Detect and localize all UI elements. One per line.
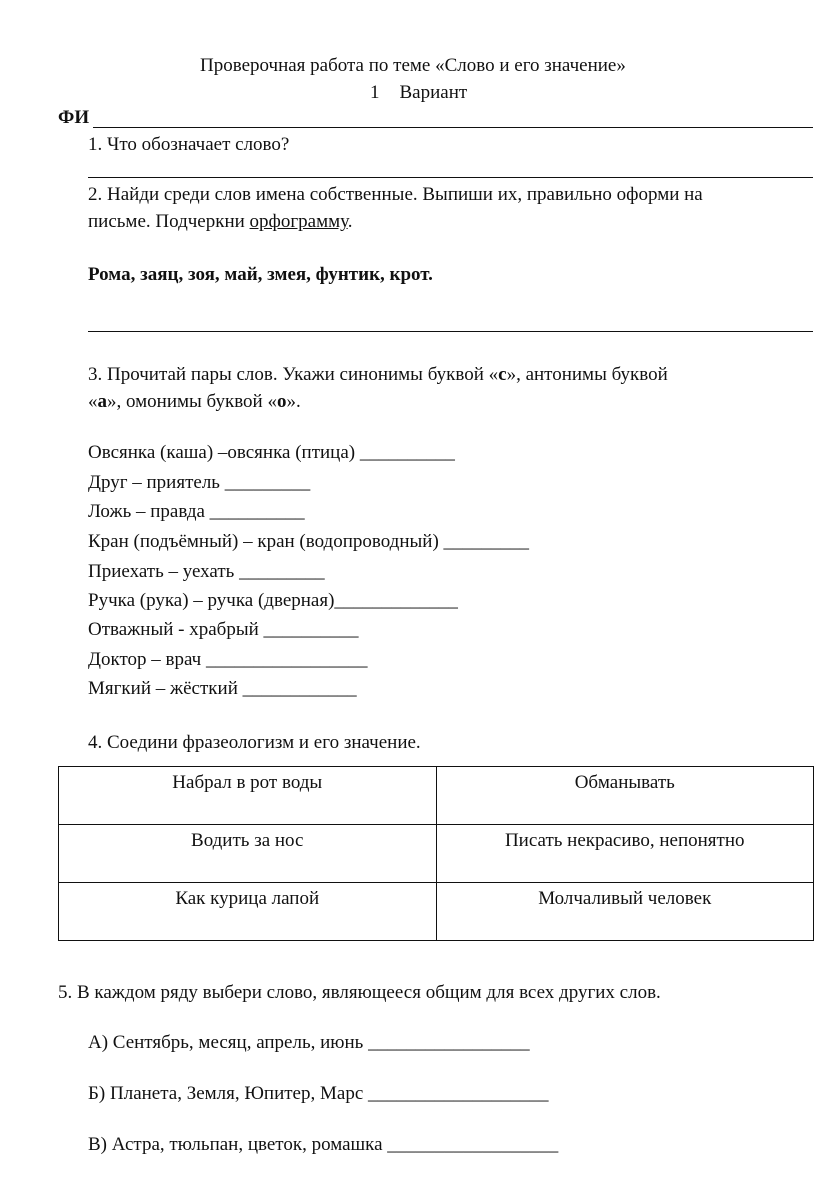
antonym-letter: а — [97, 391, 107, 412]
homonym-letter: о — [276, 391, 287, 412]
question-2-line-1: 2. Найди среди слов имена собственные. Выпиши их, правильно оформи на — [88, 184, 703, 205]
meaning-cell: Писать некрасиво, непонятно — [436, 825, 814, 883]
question-3-line-2 — [88, 392, 301, 411]
name-field-line — [93, 127, 813, 128]
answer-line-1 — [88, 177, 813, 178]
question-3-line-1 — [88, 365, 668, 384]
phraseology-table — [58, 766, 814, 941]
table-row — [59, 883, 814, 941]
question-4: 4. Соедини фразеологизм и его значение. — [88, 732, 421, 753]
word-pair: Ручка (рука) – ручка (дверная)_____________ — [88, 590, 458, 611]
phraseologism-cell: Как курица лапой — [59, 883, 437, 941]
word-pair: Овсянка (каша) –овсянка (птица) __________ — [88, 442, 455, 463]
q3-text: « — [88, 391, 98, 412]
category-row: В) Астра, тюльпан, цветок, ромашка __________________ — [88, 1134, 559, 1155]
underlined-term: орфограмму — [249, 211, 348, 232]
question-5: 5. В каждом ряду выбери слово, являющееся общим для всех других слов. — [58, 982, 661, 1003]
question-2-period: . — [347, 211, 353, 232]
word-pair: Ложь – правда __________ — [88, 501, 305, 522]
phraseologism-cell: Набрал в рот воды — [59, 767, 437, 825]
word-pair: Отважный - храбрый __________ — [88, 619, 359, 640]
word-pair: Мягкий – жёсткий ____________ — [88, 678, 357, 699]
variant-number: 1 — [370, 82, 380, 103]
worksheet-title: Проверочная работа по теме «Слово и его значение» — [200, 55, 626, 76]
q3-text: », антонимы буквой — [506, 364, 668, 385]
category-row: А) Сентябрь, месяц, апрель, июнь _________________ — [88, 1032, 530, 1053]
synonym-letter: с — [498, 364, 507, 385]
q3-text: », омонимы буквой « — [107, 391, 277, 412]
table-row — [59, 767, 814, 825]
q3-text: ». — [286, 391, 301, 412]
meaning-cell: Молчаливый человек — [436, 883, 814, 941]
category-row: Б) Планета, Земля, Юпитер, Марс ___________________ — [88, 1083, 549, 1104]
variant-label: Вариант — [399, 82, 468, 103]
question-1: 1. Что обозначает слово? — [88, 134, 290, 155]
question-2-text: письме. Подчеркни — [88, 211, 250, 232]
word-list: Рома, заяц, зоя, май, змея, фунтик, крот. — [88, 264, 433, 285]
table-row — [59, 825, 814, 883]
q3-text: 3. Прочитай пары слов. Укажи синонимы буквой « — [88, 364, 499, 385]
name-field-label: ФИ — [58, 107, 90, 128]
variant-line — [370, 83, 467, 102]
word-pair: Друг – приятель _________ — [88, 472, 311, 493]
word-pair: Доктор – врач _________________ — [88, 649, 368, 670]
question-2-line-2 — [88, 212, 352, 231]
word-pair: Приехать – уехать _________ — [88, 561, 325, 582]
meaning-cell: Обманывать — [436, 767, 814, 825]
answer-line-2 — [88, 331, 813, 332]
phraseologism-cell: Водить за нос — [59, 825, 437, 883]
word-pair: Кран (подъёмный) – кран (водопроводный) _________ — [88, 531, 530, 552]
